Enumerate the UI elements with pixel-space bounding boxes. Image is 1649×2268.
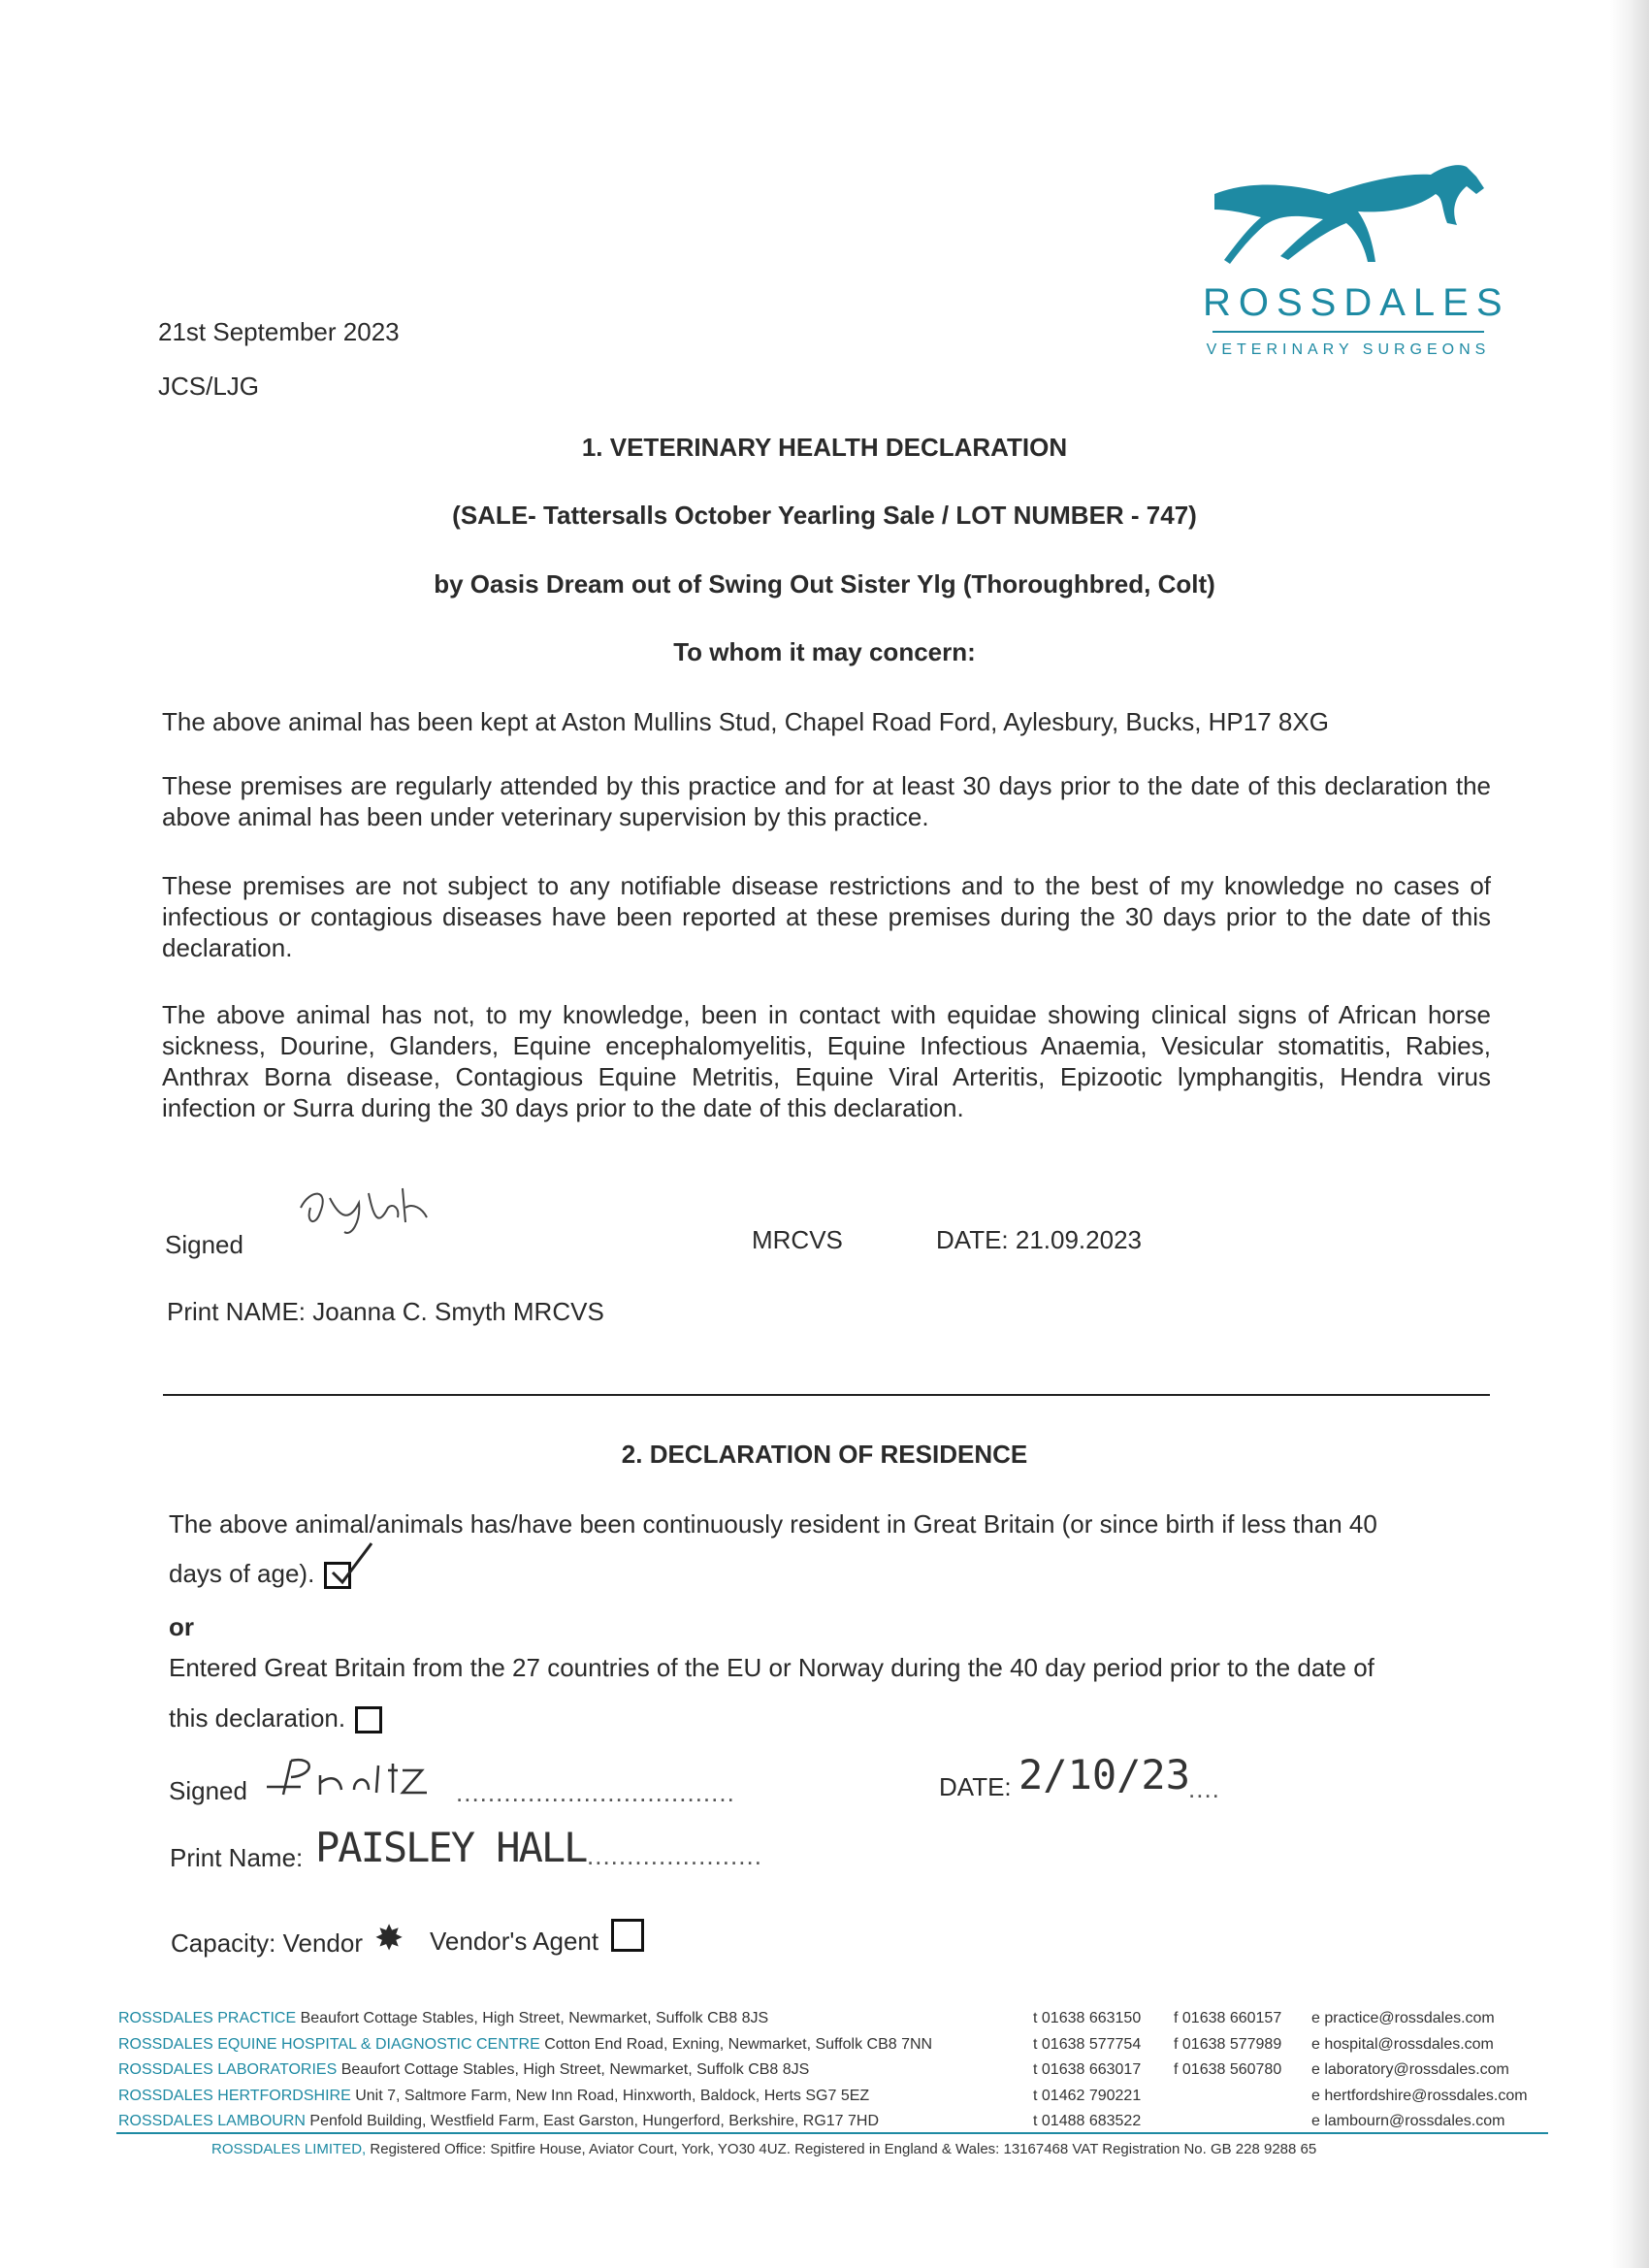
footer-row (118, 2109, 1050, 2135)
capacity-vendor-label: Capacity: Vendor (171, 1928, 364, 1958)
logo-name: ROSSDALES (1203, 281, 1510, 324)
salutation: To whom it may concern: (673, 637, 976, 666)
footer-row (118, 2084, 1050, 2110)
residence-option1-line1: The above animal/animals has/have been continuously resident in Great Britain (or since birth if less than 40 (169, 1509, 1377, 1539)
capacity-agent-label: Vendor's Agent (430, 1927, 599, 1956)
residence-option1-line2-row (169, 1559, 351, 1589)
residence-option2-line2-row (169, 1703, 382, 1733)
vendor-date-label: DATE: (939, 1772, 1012, 1801)
registered-label: ROSSDALES LIMITED, (211, 2141, 367, 2157)
footer-email: e practice@rossdales.com (1311, 2010, 1495, 2026)
footer-fax: f 01638 560780 (1174, 2061, 1282, 2078)
agent-checkbox[interactable] (611, 1919, 644, 1952)
footer-row-label: ROSSDALES LABORATORIES (118, 2061, 338, 2078)
vendor-marked-icon[interactable]: ✸ (374, 1918, 404, 1958)
paragraph-premises: The above animal has been kept at Aston Mullins Stud, Chapel Road Ford, Aylesbury, Bucks, HP17 8XG (162, 707, 1329, 736)
section2-title: 2. DECLARATION OF RESIDENCE (621, 1440, 1028, 1469)
footer-tel: t 01638 577754 (1033, 2035, 1142, 2053)
footer-tel: t 01462 790221 (1033, 2087, 1142, 2104)
footer-row-address: Cotton End Road, Exning, Newmarket, Suffolk CB8 7NN (544, 2035, 933, 2053)
footer-fax: f 01638 660157 (1174, 2010, 1282, 2026)
footer-row-address: Beaufort Cottage Stables, High Street, Newmarket, Suffolk CB8 8JS (340, 2061, 810, 2078)
vendor-print-name-label: Print Name: (170, 1843, 304, 1872)
declaration-date: DATE: 21.09.2023 (936, 1225, 1142, 1254)
vendor-date-value: 2/10/23 (1018, 1751, 1191, 1798)
footer-email: e lambourn@rossdales.com (1311, 2113, 1505, 2129)
footer-tel: t 01638 663017 (1033, 2061, 1142, 2078)
breeding-line: by Oasis Dream out of Swing Out Sister Ylg (Thoroughbred, Colt) (434, 569, 1215, 599)
print-name: Print NAME: Joanna C. Smyth MRCVS (167, 1297, 604, 1326)
residence-option2-line1: Entered Great Britain from the 27 countries of the EU or Norway during the 40 day period prior to the date of (169, 1653, 1374, 1682)
section-divider (163, 1394, 1490, 1396)
letter-date: 21st September 2023 (158, 317, 400, 346)
vendor-signature (262, 1746, 485, 1804)
vendor-print-name-dots: ...................... (587, 1841, 762, 1870)
entered-checkbox[interactable] (355, 1706, 382, 1733)
paragraph-disease: These premises are not subject to any notifiable disease restrictions and to the best of my knowledge no cases of infectious or contagious diseases have been reported at these premises during the 30 days prior to the date of this declaration. (162, 871, 1491, 962)
footer-row (118, 2057, 1050, 2084)
paragraph-contact: The above animal has not, to my knowledge, been in contact with equidae showing clinical signs of African horse sickness, Dourine, Glanders, Equine encephalomyelitis, Equine Infectious Anaemia, Vesicular stomatitis, Rabies, Anthrax Borna disease, Contagious Equine Metritis, Equine Viral Arteritis, Epizootic lymphangitis, Hendra virus infection or Surra during the 30 days prior to the date of this declaration. (162, 1000, 1491, 1122)
rossdales-logo (1203, 155, 1510, 369)
letter-reference: JCS/LJG (158, 372, 260, 401)
section1-title: 1. VETERINARY HEALTH DECLARATION (581, 433, 1068, 462)
logo-divider (1212, 331, 1484, 333)
footer-registered (211, 2137, 1511, 2163)
or-label: or (169, 1612, 194, 1641)
footer-telephones (1033, 2006, 1169, 2135)
footer-row-address: Penfold Building, Westfield Farm, East Garston, Hungerford, Berkshire, RG17 7HD (309, 2113, 880, 2129)
footer-row (118, 2006, 1050, 2032)
footer-tel: t 01488 683522 (1033, 2113, 1142, 2129)
resident-checkbox[interactable] (324, 1562, 351, 1589)
checkmark-icon (329, 1539, 377, 1588)
footer-row-label: ROSSDALES PRACTICE (118, 2010, 297, 2026)
footer-row-address: Unit 7, Saltmore Farm, New Inn Road, Hinxworth, Baldock, Herts SG7 5EZ (355, 2087, 870, 2104)
footer-faxes (1174, 2006, 1310, 2084)
footer-row-address: Beaufort Cottage Stables, High Street, Newmarket, Suffolk CB8 8JS (300, 2010, 769, 2026)
mrcvs-label: MRCVS (752, 1225, 843, 1254)
footer-email: e laboratory@rossdales.com (1311, 2061, 1509, 2078)
residence-option1-line2: days of age). (169, 1559, 315, 1588)
signed-label: Signed (165, 1230, 243, 1259)
footer-row-label: ROSSDALES LAMBOURN (118, 2113, 306, 2129)
footer-row-label: ROSSDALES EQUINE HOSPITAL & DIAGNOSTIC CENTRE (118, 2035, 540, 2053)
logo-subtitle: VETERINARY SURGEONS (1206, 341, 1491, 358)
footer-email: e hertfordshire@rossdales.com (1311, 2087, 1528, 2104)
footer-email: e hospital@rossdales.com (1311, 2035, 1494, 2053)
vet-signature (291, 1179, 436, 1247)
footer-row-label: ROSSDALES HERTFORDSHIRE (118, 2087, 351, 2104)
vendor-signed-dots: ................................... (456, 1778, 735, 1807)
footer-addresses (118, 2006, 1050, 2135)
horse-logo-icon (1203, 155, 1494, 281)
footer-divider (116, 2132, 1548, 2134)
sale-line: (SALE- Tattersalls October Yearling Sale / LOT NUMBER - 747) (452, 501, 1197, 530)
footer-fax: f 01638 577989 (1174, 2035, 1282, 2053)
vendor-date-dots: .... (1188, 1774, 1220, 1803)
page-edge (1610, 0, 1649, 2268)
footer-tel: t 01638 663150 (1033, 2010, 1142, 2026)
residence-option2-line2: this declaration. (169, 1703, 346, 1733)
vendor-signed-label: Signed (169, 1776, 247, 1805)
footer-row (118, 2032, 1050, 2058)
vendor-print-name-value: PAISLEY HALL (315, 1824, 587, 1871)
registered-text: Registered Office: Spitfire House, Aviator Court, York, YO30 4UZ. Registered in England & Wales: 13167468 VAT Registration No. GB 228 9288 65 (370, 2141, 1317, 2157)
paragraph-supervision: These premises are regularly attended by this practice and for at least 30 days prior to the date of this declaration the above animal has been under veterinary supervision by this practice. (162, 771, 1491, 831)
footer-emails (1311, 2006, 1544, 2135)
